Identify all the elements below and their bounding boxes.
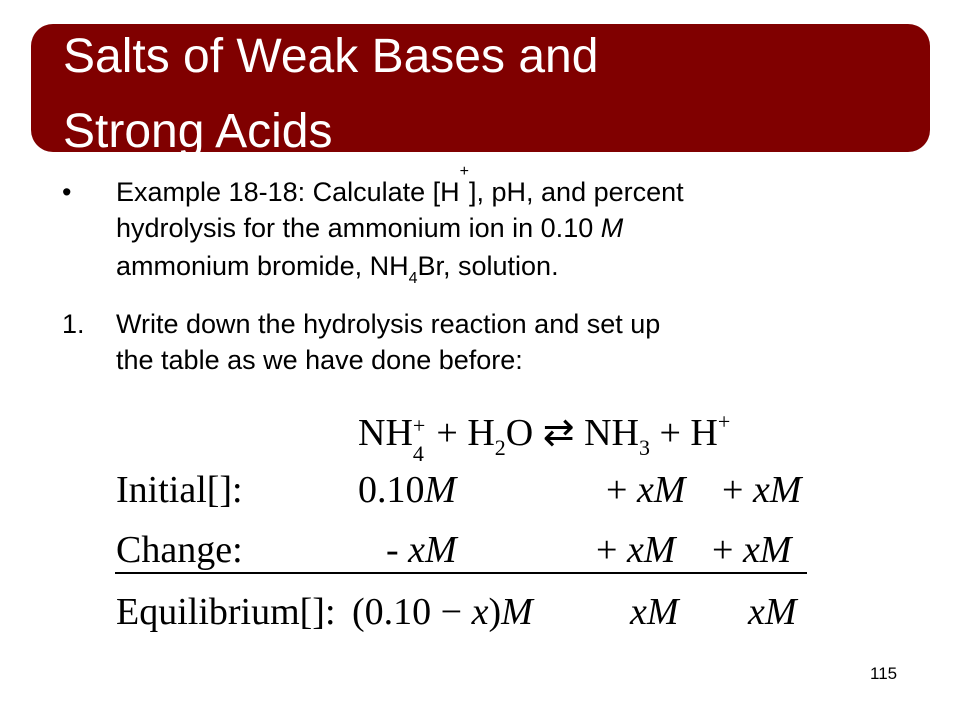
charge-superscript: + xyxy=(717,409,731,434)
cell-value: 0.10 xyxy=(358,469,425,511)
slide-title-line-2: Strong Acids xyxy=(63,105,333,158)
change-col3 xyxy=(712,528,791,572)
equilibrium-arrow-icon: ⇄ xyxy=(542,412,575,454)
cell-value: xM xyxy=(408,529,457,571)
equilibrium-row-label: Equilibrium[]: xyxy=(116,591,336,633)
hydrolysis-equation xyxy=(358,409,731,466)
cell-unit: M xyxy=(424,469,457,511)
molarity-unit: M xyxy=(600,213,624,243)
equilibrium-col2: xM xyxy=(630,591,679,633)
cell-value: xM xyxy=(636,469,686,511)
step-number: 1. xyxy=(62,309,85,339)
cell-unit: M xyxy=(501,591,533,633)
equilibrium-col3: xM xyxy=(748,591,797,633)
bullet-text: Example 18-18: Calculate [H xyxy=(116,177,460,207)
superscript: + xyxy=(459,163,470,180)
initial-row-label: Initial[]: xyxy=(116,469,243,511)
cell-value: ) xyxy=(488,591,502,633)
bullet-text: Br, solution. xyxy=(417,251,559,281)
water-symbol: H xyxy=(467,412,495,454)
ammonia-symbol: NH xyxy=(584,412,639,454)
initial-col3 xyxy=(722,468,801,512)
initial-col2 xyxy=(606,468,685,512)
bullet-line-2 xyxy=(116,210,623,246)
cell-value: xM xyxy=(742,529,792,571)
slide-number: 115 xyxy=(870,664,898,683)
cell-sign: + xyxy=(606,469,637,511)
bullet-text: ammonium bromide, NH xyxy=(116,251,409,281)
bullet-marker: • xyxy=(62,177,72,207)
slide-title-line-1: Salts of Weak Bases and xyxy=(63,30,599,83)
cell-sign: + xyxy=(722,469,753,511)
bullet-line-3 xyxy=(116,248,559,287)
charge-superscript: + xyxy=(412,413,426,438)
bullet-line-1 xyxy=(116,163,684,210)
cell-value: (0.10 − xyxy=(352,591,472,633)
cell-value: xM xyxy=(626,529,676,571)
subscript: 2 xyxy=(494,435,506,460)
water-symbol: O xyxy=(505,412,534,454)
change-col1 xyxy=(386,528,457,572)
step-line-1: Write down the hydrolysis reaction and set up xyxy=(116,309,661,339)
step-line-2: the table as we have done before: xyxy=(116,345,523,375)
bullet-text: ], pH, and percent xyxy=(469,177,684,207)
cell-sign: + xyxy=(596,529,627,571)
hydrogen-ion-symbol: H xyxy=(690,412,718,454)
cell-sign: - xyxy=(386,529,409,571)
subscript: 4 xyxy=(412,441,424,466)
initial-col1 xyxy=(358,468,456,512)
subscript: 3 xyxy=(638,435,650,460)
cell-value: xM xyxy=(752,469,802,511)
plus-sign: + xyxy=(659,412,681,454)
subscript: 4 xyxy=(408,270,418,287)
plus-sign: + xyxy=(436,412,458,454)
ammonium-symbol: NH xyxy=(358,412,413,454)
change-col2 xyxy=(596,528,675,572)
equilibrium-col1 xyxy=(352,590,533,634)
change-row-label: Change: xyxy=(116,529,243,571)
cell-variable: x xyxy=(471,591,489,633)
cell-sign: + xyxy=(712,529,743,571)
table-divider xyxy=(115,572,807,574)
bullet-text: hydrolysis for the ammonium ion in 0.10 xyxy=(116,213,601,243)
